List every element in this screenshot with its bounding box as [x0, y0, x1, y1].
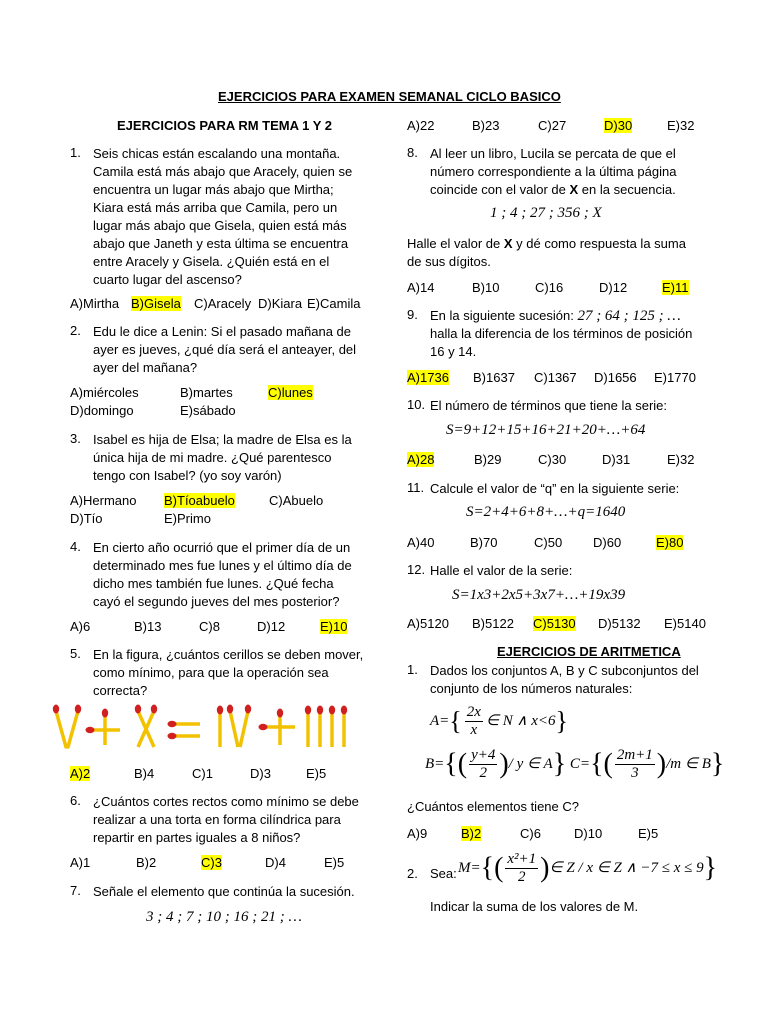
- paren-close-icon: ): [499, 748, 509, 780]
- q1-line: entre Aracely y Gisela. ¿Quién está en el: [93, 254, 330, 269]
- option-b: B)10: [472, 280, 500, 295]
- fraction: $\frac{2m+1}{3}$: [616, 747, 653, 781]
- option-e: E)sábado: [180, 403, 236, 418]
- q6-line: realizar a una torta en forma cilíndrica para: [93, 812, 341, 827]
- option-b: B)martes: [180, 385, 233, 400]
- option-e: E)Primo: [164, 511, 211, 526]
- a1-line: Dados los conjuntos A, B y C subconjuntos del: [430, 663, 699, 678]
- question-number: 4.: [70, 539, 81, 554]
- q2-line: Edu le dice a Lenin: Si el pasado mañana de: [93, 324, 352, 339]
- option-e-answer: E)10: [320, 619, 348, 634]
- a2-label: Sea:: [430, 866, 457, 881]
- option-d: D)4: [265, 855, 286, 870]
- option-c-answer: C)3: [201, 855, 222, 870]
- option-b-answer: B)Gisela: [131, 296, 181, 311]
- option-e: E)1770: [654, 370, 696, 385]
- option-a: A)Hermano: [70, 493, 137, 508]
- option-a: A)14: [407, 280, 435, 295]
- brace-close-icon: }: [710, 748, 725, 780]
- option-a: A)Mirtha: [70, 296, 120, 311]
- q8-follow: Halle el valor de X y dé como respuesta la suma: [407, 236, 686, 251]
- fraction: $\frac{y+4}{2}$: [471, 747, 496, 781]
- brace-close-icon: }: [555, 706, 569, 736]
- paren-close-icon: ): [656, 748, 667, 780]
- match-x: [135, 705, 157, 748]
- option-a: A)40: [407, 535, 435, 550]
- option-d: D)10: [574, 826, 603, 841]
- option-b: B)29: [474, 452, 502, 467]
- q9-line: halla la diferencia de los términos de posición: [430, 326, 693, 341]
- q10-series: S=9+12+15+16+21+20+…+64: [446, 422, 646, 438]
- question-number: 9.: [407, 307, 418, 322]
- q1-line: Kiara está más arriba que Camila, pero un: [93, 200, 338, 215]
- option-c: C)30: [538, 452, 567, 467]
- q8-line: número correspondiente a la última página: [430, 164, 677, 179]
- question-number: 1.: [407, 662, 418, 677]
- q8-line: Al leer un libro, Lucila se percata de que el: [430, 146, 676, 161]
- q4-line: cayó el segundo jueves del mes posterior?: [93, 594, 340, 609]
- option-b: B)1637: [473, 370, 515, 385]
- question-number: 2.: [70, 323, 81, 338]
- q7-line: Señale el elemento que continúa la sucesión.: [93, 884, 355, 899]
- option-b: B)4: [134, 766, 155, 781]
- question-number: 6.: [70, 793, 81, 808]
- option-b: B)5122: [472, 616, 514, 631]
- brace-close-icon: }: [703, 852, 718, 884]
- q7-sequence: 3 ; 4 ; 7 ; 10 ; 16 ; 21 ; …: [146, 909, 302, 925]
- question-number: 8.: [407, 145, 418, 160]
- q9-line-1: En la siguiente sucesión: 27 ; 64 ; 125 ; …: [430, 308, 681, 324]
- q1-line: cuarto lugar del ascenso?: [93, 272, 242, 287]
- set-m: M={( $\frac{\text{x²+1}}{2}$ )∈ Z / x ∈ Z ∧ −7 ≤ x ≤ 9}: [458, 851, 718, 885]
- q1-line: encuentra un lugar más abajo que Mirtha;: [93, 182, 334, 197]
- option-d: D)31: [602, 452, 631, 467]
- option-d: D)12: [257, 619, 286, 634]
- question-number: 12.: [407, 562, 426, 577]
- fraction: $\frac{2x}{x}$: [466, 704, 481, 738]
- question-number: 7.: [70, 883, 81, 898]
- q3-line: única hija de mi madre. ¿Qué parentesco: [93, 450, 332, 465]
- match-iv: [217, 705, 251, 748]
- q3-line: Isabel es hija de Elsa; la madre de Elsa es la: [93, 432, 352, 447]
- option-c: C)27: [538, 118, 567, 133]
- q5-line: correcta?: [93, 683, 148, 698]
- set-a: A={ $\frac{2x}{x}$ ∈ N ∧ x<6}: [430, 704, 569, 738]
- option-b: B)70: [470, 535, 498, 550]
- question-number: 5.: [70, 646, 81, 661]
- option-c: C)1: [192, 766, 213, 781]
- q1-line: lugar más abajo que Gisela, quien está más: [93, 218, 347, 233]
- question-number: 10.: [407, 397, 426, 412]
- question-number: 3.: [70, 431, 81, 446]
- option-e: E)Camila: [307, 296, 361, 311]
- brace-open-icon: {(: [444, 748, 468, 780]
- option-d: D)Kiara: [258, 296, 303, 311]
- q11-series: S=2+4+6+8+…+q=1640: [466, 504, 626, 520]
- option-a: A)6: [70, 619, 91, 634]
- brace-open-icon: {(: [590, 748, 613, 780]
- question-number: 2.: [407, 866, 418, 881]
- a1-line: conjunto de los números naturales:: [430, 681, 633, 696]
- q1-line: abajo que Janeth y esta última se encuentra: [93, 236, 349, 251]
- option-c: C)1367: [534, 370, 577, 385]
- option-e: E)5: [324, 855, 345, 870]
- q8-line-3: coincide con el valor de X en la secuencia.: [430, 182, 676, 197]
- paren-close-icon: ): [540, 852, 550, 884]
- option-c: C)Abuelo: [269, 493, 324, 508]
- option-d-answer: D)30: [604, 118, 633, 133]
- fraction: $\frac{\text{x²+1}}{2}$: [507, 851, 537, 885]
- q3-line: tengo con Isabel? (yo soy varón): [93, 468, 282, 483]
- option-b-answer: B)2: [461, 826, 482, 841]
- match-equals: [168, 721, 201, 739]
- q11-line: Calcule el valor de “q” en la siguiente serie:: [430, 481, 680, 496]
- match-plus-2: [259, 709, 296, 746]
- q6-line: repartir en partes iguales a 8 niños?: [93, 830, 301, 845]
- option-a: A)1: [70, 855, 91, 870]
- option-c-answer: C)5130: [533, 616, 576, 631]
- a2-question: Indicar la suma de los valores de M.: [430, 899, 639, 914]
- option-d: D)domingo: [70, 403, 134, 418]
- option-c: C)6: [520, 826, 541, 841]
- brace-close-icon: }: [552, 748, 567, 780]
- option-c: C)16: [535, 280, 564, 295]
- option-d: D)12: [599, 280, 628, 295]
- q4-line: En cierto año ocurrió que el primer día de un: [93, 540, 351, 555]
- option-c: C)8: [199, 619, 220, 634]
- option-a-answer: A)1736: [407, 370, 449, 385]
- option-d: D)1656: [594, 370, 637, 385]
- brace-open-icon: {: [449, 706, 462, 736]
- q12-line: Halle el valor de la serie:: [430, 563, 573, 578]
- option-d: D)60: [593, 535, 622, 550]
- option-e-answer: E)80: [656, 535, 684, 550]
- a1-question: ¿Cuántos elementos tiene C?: [407, 799, 579, 814]
- option-a: A)9: [407, 826, 428, 841]
- option-e: E)5: [638, 826, 659, 841]
- q10-line: El número de términos que tiene la serie:: [430, 398, 668, 413]
- matchstick-figure: [50, 703, 360, 753]
- q8-sequence: 1 ; 4 ; 27 ; 356 ; X: [490, 205, 602, 221]
- q8-follow-2: de sus dígitos.: [407, 254, 491, 269]
- page-title: EJERCICIOS PARA EXAMEN SEMANAL CICLO BASICO: [218, 89, 561, 104]
- set-b-and-c: B={( $\frac{y+4}{2}$ )/ y ∈ A} C={( $\frac{2m+1}{3}$ )/m ∈ B}: [425, 747, 725, 781]
- option-b: B)13: [134, 619, 162, 634]
- q9-line: 16 y 14.: [430, 344, 477, 359]
- option-a-answer: A)2: [70, 766, 91, 781]
- option-d: D)3: [250, 766, 271, 781]
- q1-line: Camila está más abajo que Aracely, quien se: [93, 164, 353, 179]
- option-e: E)32: [667, 452, 695, 467]
- option-c-answer: C)lunes: [268, 385, 313, 400]
- option-e: E)5: [306, 766, 327, 781]
- q5-line: como mínimo, para que la operación sea: [93, 665, 329, 680]
- option-c: C)Aracely: [194, 296, 252, 311]
- question-number: 11.: [407, 480, 425, 495]
- option-b: B)23: [472, 118, 500, 133]
- match-v: [53, 705, 81, 748]
- option-a-answer: A)28: [407, 452, 435, 467]
- q1-line: Seis chicas están escalando una montaña.: [93, 146, 341, 161]
- question-number: 1.: [70, 145, 81, 160]
- q4-line: determinado mes fue lunes y el último día de: [93, 558, 352, 573]
- match-plus: [86, 709, 121, 746]
- option-b-answer: B)Tíoabuelo: [164, 493, 235, 508]
- option-e-answer: E)11: [662, 280, 689, 295]
- rm-heading: EJERCICIOS PARA RM TEMA 1 Y 2: [117, 118, 333, 133]
- option-a: A)22: [407, 118, 435, 133]
- option-d: D)5132: [598, 616, 641, 631]
- q5-line: En la figura, ¿cuántos cerillos se deben mover,: [93, 647, 364, 662]
- q2-line: ayer del mañana?: [93, 360, 198, 375]
- option-d: D)Tío: [70, 511, 103, 526]
- option-e: E)5140: [664, 616, 706, 631]
- x-variable: X: [569, 182, 579, 197]
- q12-series: S=1x3+2x5+3x7+…+19x39: [452, 587, 626, 603]
- q4-line: dicho mes también fue lunes. ¿Qué fecha: [93, 576, 334, 591]
- q2-line: ayer es jueves, ¿qué día será el anteayer, del: [93, 342, 357, 357]
- option-c: C)50: [534, 535, 563, 550]
- brace-open-icon: {(: [480, 852, 504, 884]
- q6-line: ¿Cuántos cortes rectos como mínimo se debe: [93, 794, 359, 809]
- arit-heading: EJERCICIOS DE ARITMETICA: [497, 644, 681, 659]
- option-b: B)2: [136, 855, 157, 870]
- option-e: E)32: [667, 118, 695, 133]
- match-iiii: [305, 706, 347, 748]
- option-a: A)miércoles: [70, 385, 139, 400]
- q9-sequence: 27 ; 64 ; 125 ; …: [577, 308, 681, 324]
- option-a: A)5120: [407, 616, 449, 631]
